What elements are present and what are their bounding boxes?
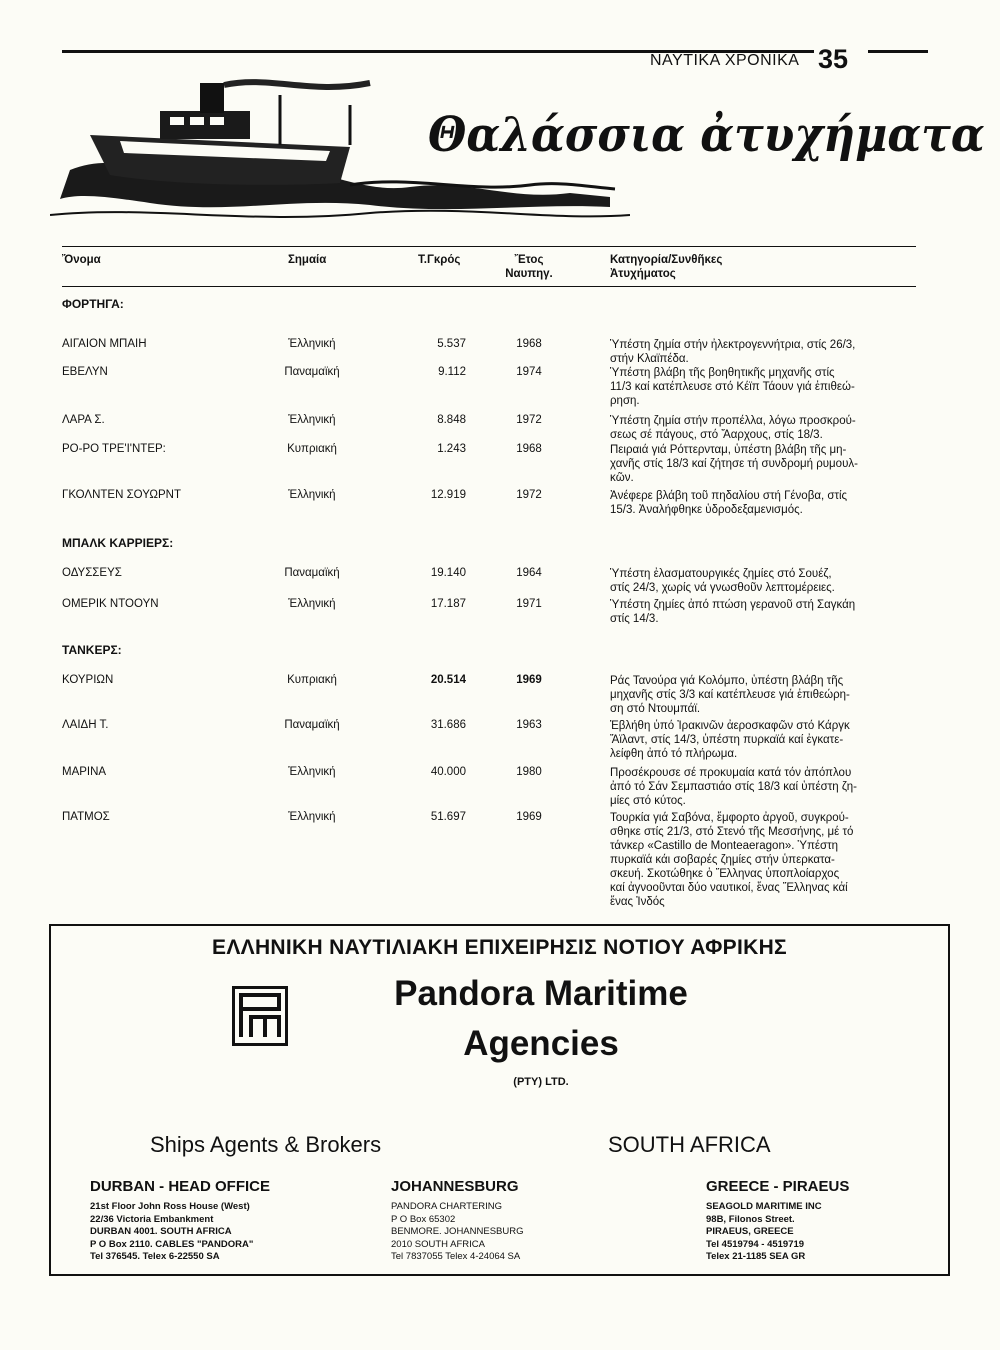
accident-description [610,443,925,485]
ship-tonnage: 17.187 [430,598,466,610]
description-line: μηχανῆς στίς 3/3 καί κατέπλευσε γιά ἐπιθεώρη- [610,689,850,701]
description-line: χανῆς στίς 18/3 καί ζήτησε τή συνδρομή ρυμουλ- [610,458,858,470]
description-line: Ὑπέστη βλάβη τῆς βοηθητικῆς μηχανῆς στίς [610,367,835,379]
ship-tonnage: 20.514 [430,674,466,686]
ship-name: ΛΑΙΔΗ Τ. [62,719,109,731]
ship-year: 1964 [516,567,542,579]
col-header-name: Ὄνομα [62,254,101,266]
ship-flag: Ἑλληνική [288,338,336,350]
description-line: σθηκε στίς 21/3, στό Στενό τῆς Μεσσήνης, μέ τό [610,826,854,838]
advert-headline: ΕΛΛΗΝΙΚΗ ΝΑΥΤΙΛΙΑΚΗ ΕΠΙΧΕΙΡΗΣΙΣ ΝΟΤΙΟΥ ΑΦΡΙΚΗΣ [212,936,787,959]
col-header-flag: Σημαία [288,254,327,266]
accident-description [610,338,925,366]
ship-year: 1980 [516,766,542,778]
accident-description [610,366,925,408]
ship-name: ΑΙΓΑΙΟΝ ΜΠΑΙΗ [62,338,147,350]
description-line: πυρκαϊά κάι σοβαρές ζημίες στήν ὑπερκατα- [610,854,835,866]
col-header-desc: Κατηγορία/Συνθῆκες Ἀτυχήματος [610,254,723,280]
ship-name: ΚΟΥΡΙΩΝ [62,674,114,686]
ship-name: ΕΒΕΛΥΝ [62,366,108,378]
company-name-line1: Pandora Maritime [394,974,688,1013]
pandora-logo-icon [232,986,288,1046]
accident-description [610,598,925,626]
description-line: στήν Κλαϊπέδα. [610,353,689,365]
description-line: στίς 24/3, χωρίς νά γνωσθοῦν λεπτομέρειες. [610,582,835,594]
description-line: Ἀνέφερε βλάβη τοῦ πηδαλίου στή Γένοβα, στίς [610,490,848,502]
publication-title: ΝΑΥΤΙΚΑ ΧΡΟΝΙΚΑ [650,52,800,69]
description-line: σκευή. Σκοτώθηκε ὁ Ἕλληνας ὑποπλοίαρχος [610,868,840,880]
description-line: Ὑπέστη ζημία στήν προπέλλα, λόγω προσκρού- [610,415,856,427]
ship-year: 1969 [516,674,542,686]
ship-flag: Ἑλληνική [288,766,336,778]
ship-tonnage: 5.537 [437,338,466,350]
table-top-rule [62,246,916,247]
office-johannesburg: JOHANNESBURG PANDORA CHARTERING P O Box 65302 BENMORE. JOHANNESBURG 2010 SOUTH AFRICA Tel 7837055 Telex 4-24064 SA [391,1178,524,1262]
ship-year: 1968 [516,443,542,455]
ship-flag: Ἑλληνική [288,489,336,501]
ship-name: ΛΑΡΑ Σ. [62,414,105,426]
description-line: 15/3. Ἀναλήφθηκε ὑδροδεξαμενισμός. [610,504,803,516]
ship-flag: Παναμαϊκή [284,366,340,378]
ship-name: ΟΜΕΡΙΚ ΝΤΟΟΥΝ [62,598,159,610]
page-number: 35 [818,44,849,74]
description-line: 11/3 καί κατέπλευσε στό Κέϊπ Τάουν γιά ἐπιθεώ- [610,381,855,393]
description-line: Ὑπέστη ἐλασματουργικές ζημίες στό Σουέζ, [610,568,832,580]
advert-box [49,924,950,1276]
accident-description [610,567,925,595]
description-line: Πειραιά γιά Ρόττερνταμ, ὑπέστη βλάβη τῆς μη- [610,444,847,456]
ship-name: ΓΚΟΛΝΤΕΝ ΣΟΥΩΡΝΤ [62,489,181,501]
table-header-rule [62,286,916,287]
ship-name: ΠΑΤΜΟΣ [62,811,110,823]
ship-flag: Ἑλληνική [288,811,336,823]
ship-flag: Παναμαϊκή [284,567,340,579]
ship-name: ΟΔΥΣΣΕΥΣ [62,567,122,579]
accident-description [610,414,925,442]
ship-tonnage: 1.243 [437,443,466,455]
description-line: Τουρκία γιά Σαβόνα, ἔμφορτο ἀργοῦ, συγκρού- [610,812,849,824]
description-line: Ἐβλήθη ὑπό Ἰρακινῶν ἀεροσκαφῶν στό Κάργκ [610,720,850,732]
description-line: Προσέκρουσε σέ προκυμαία κατά τόν ἀπόπλου [610,767,852,779]
ship-year: 1968 [516,338,542,350]
description-line: Ἄϊλαντ, στίς 14/3, ὑπέστη πυρκαϊά καί ἐγκατε- [610,734,844,746]
tagline-agents-brokers: Ships Agents & Brokers [150,1132,382,1157]
company-name-line2: Agencies [463,1024,619,1063]
description-line: λείφθη ἀπό τό πλήρωμα. [610,748,738,760]
ship-flag: Ἑλληνική [288,414,336,426]
ship-name: ΡΟ-ΡΟ ΤΡΕ'Ι'ΝΤΕΡ: [62,443,166,455]
accident-description [610,719,925,761]
company-suffix: (PTY) LTD. [513,1076,569,1088]
description-line: σεως σέ πάγους, στό Ἄαρχους, στίς 18/3. [610,429,823,441]
ship-name: ΜΑΡΙΝΑ [62,766,107,778]
ship-tonnage: 31.686 [430,719,466,731]
description-line: κῶν. [610,472,634,484]
ship-year: 1972 [516,414,542,426]
office-durban: DURBAN - HEAD OFFICE 21st Floor John Ross House (West) 22/36 Victoria Embankment DURBAN 4001. SOUTH AFRICA P O Box 2110. CABLES "PANDORA" Tel 376545. Telex 6-22550 SA [90,1178,270,1262]
accident-description [610,811,925,909]
ship-flag: Κυπριακή [287,443,337,455]
header-rule-right [868,50,928,53]
ship-flag: Παναμαϊκή [284,719,340,731]
description-line: τάνκερ «Castillo de Monteaeragon». Ὑπέστη [610,840,839,852]
tagline-south-africa: SOUTH AFRICA [608,1132,771,1157]
category-cargo: ΦΟΡΤΗΓΑ: [62,297,124,311]
description-line: Ράς Τανούρα γιά Κολόμπο, ὑπέστη βλάβη τῆς [610,675,844,687]
description-line: Ὑπέστη ζημίες ἀπό πτώση γερανοῦ στή Σαγκάη [610,599,856,611]
category-tankers: ΤΑΝΚΕΡΣ: [62,643,122,657]
col-header-year: Ἔτος Ναυπηγ. [505,254,553,280]
section-title: Θαλάσσια ἀτυχήματα [428,108,985,164]
ship-tonnage: 12.919 [430,489,466,501]
description-line: καί ἀγνοοῦνται δύο ναυτικοί, ἕνας Ἕλληνας κἀί [610,882,848,894]
ship-year: 1971 [516,598,542,610]
ship-year: 1972 [516,489,542,501]
ship-year: 1963 [516,719,542,731]
ship-flag: Κυπριακή [287,674,337,686]
ship-tonnage: 9.112 [438,366,466,378]
description-line: ἀπό τό Σάν Σεμπαστιάο στίς 18/3 καί ὑπέστη ζη- [610,781,857,793]
description-line: ση στό Ντουμπάϊ. [610,703,701,715]
description-line: μίες στό κύτος. [610,795,686,807]
ship-tonnage: 19.140 [430,567,466,579]
ship-year: 1974 [516,366,542,378]
ship-flag: Ἑλληνική [288,598,336,610]
accident-description [610,674,925,716]
description-line: Ὑπέστη ζημία στήν ἠλεκτρογεννήτρια, στίς 26/3, [610,339,856,351]
ship-year: 1969 [516,811,542,823]
office-piraeus: GREECE - PIRAEUS SEAGOLD MARITIME INC 98B, Filonos Street. PIRAEUS, GREECE Tel 4519794 - 4519719 Telex 21-1185 SEA GR [706,1178,850,1262]
ship-tonnage: 8.848 [437,414,466,426]
accident-description [610,766,925,808]
category-bulk-carriers: ΜΠΑΛΚ ΚΑΡΡΙΕΡΣ: [62,536,174,550]
ship-tonnage: 51.697 [430,811,466,823]
description-line: στίς 14/3. [610,613,659,625]
description-line: ἕνας Ἰνδός [610,896,665,908]
description-line: ρηση. [610,395,640,407]
accident-description [610,489,925,517]
ship-tonnage: 40.000 [430,766,466,778]
col-header-tonnage: Τ.Γκρός [418,254,461,266]
